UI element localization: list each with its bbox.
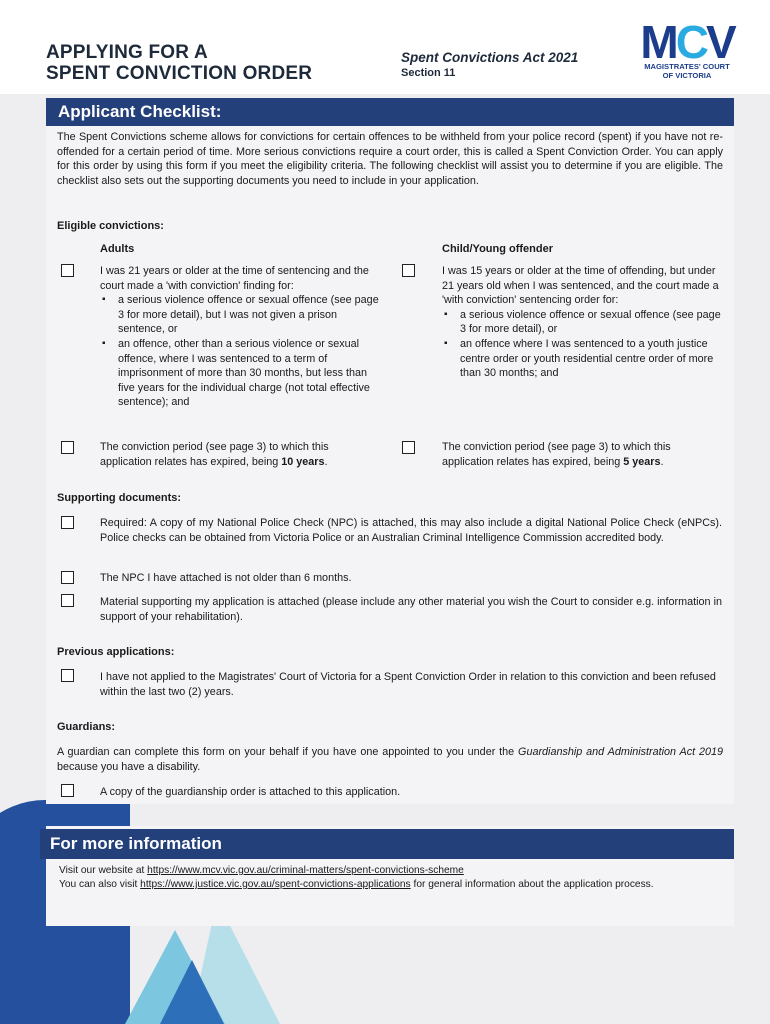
eligible-heading: Eligible convictions: [57, 220, 164, 232]
checklist-intro: The Spent Convictions scheme allows for convictions for certain offences to be withheld from your police record (spent) if you have not re-offended for a certain period of time. More serious convictions require a court order, this is called a Spent Conviction Order. You can apply for this order by using this form if you meet the eligibility criteria. The following checklist will assist you to determine if you are eligible. The checklist also sets out the supporting documents you need to include in your application. [57, 131, 723, 187]
guardians-intro-text: A guardian can complete this form on your behalf if you have one appointed to you under the [57, 746, 519, 758]
more-info-line-1 [59, 864, 719, 878]
more-info-banner [40, 829, 734, 859]
title-line-1: APPLYING FOR A [46, 42, 208, 63]
child-bullet-2: ▪ an offence where I was sentenced to a youth justice centre order or youth residential centre order of more than 30 months; and [442, 337, 724, 381]
child-period-checkbox[interactable] [402, 441, 415, 454]
adult-eligibility-text [100, 264, 382, 410]
previous-heading: Previous applications: [57, 646, 175, 658]
justice-suffix: for general information about the application process. [410, 879, 654, 890]
child-eligibility-text [442, 264, 724, 381]
npc-attached-checkbox[interactable] [61, 516, 74, 529]
child-period-end: . [660, 455, 664, 468]
npc-age-text: The NPC I have attached is not older than 6 months. [100, 572, 352, 584]
adult-period-label: The conviction period (see page 3) to which this application relates has expired, being [100, 441, 329, 468]
adult-period-text [100, 440, 382, 469]
supporting-material-checkbox[interactable] [61, 594, 74, 607]
child-bullet-1: ▪ a serious violence offence or sexual offence (see page 3 for more detail), or [442, 308, 724, 337]
mcv-logo-mark [632, 18, 742, 64]
guardians-intro-end: because you have a disability. [57, 760, 201, 773]
adults-heading: Adults [100, 243, 135, 255]
previous-application-checkbox[interactable] [61, 669, 74, 682]
svg-text:MCV: MCV [640, 18, 734, 64]
guardianship-order-checkbox[interactable] [61, 784, 74, 797]
more-info-heading: For more information [50, 834, 222, 853]
checklist-banner [46, 98, 734, 126]
adult-period-end: . [324, 455, 328, 468]
justice-prefix: You can also visit [59, 879, 141, 890]
mcv-website-link[interactable]: https://www.mcv.vic.gov.au/criminal-matters/spent-convictions-scheme [147, 865, 464, 876]
logo-subtitle-1: MAGISTRATES' COURT [644, 62, 730, 71]
act-title: Spent Convictions Act 2021 [401, 50, 579, 65]
child-period-label: The conviction period (see page 3) to which this application relates has expired, being [442, 441, 671, 468]
child-period-text [442, 440, 724, 469]
adult-bullet-1: ▪ a serious violence offence or sexual offence (see page 3 for more detail), but I was not given a prison sentence, or [100, 293, 382, 337]
mcv-logo [632, 18, 742, 82]
guardians-heading: Guardians: [57, 721, 116, 733]
adult-eligibility-intro: I was 21 years or older at the time of sentencing and the court made a 'with conviction' finding for: [100, 265, 369, 292]
child-eligibility-intro: I was 15 years or older at the time of offending, but under 21 years old when I was sentenced, and the court made a 'with conviction' sentencing order for: [442, 265, 719, 307]
child-eligibility-checkbox[interactable] [402, 264, 415, 277]
justice-website-link[interactable]: https://www.justice.vic.gov.au/spent-convictions-applications [140, 879, 411, 890]
npc-attached-text: Required: A copy of my National Police Check (NPC) is attached, this may also include a digital National Police Check (eNPCs). Police checks can be obtained from Victoria Police or an Australian Criminal Intelligence Commission accredited body. [100, 517, 722, 544]
title-line-2: SPENT CONVICTION ORDER [46, 63, 313, 84]
document-title [46, 42, 312, 84]
adult-period-years: 10 years [281, 455, 325, 468]
supporting-material-text: Material supporting my application is attached (please include any other material you wish the Court to consider e.g. information in support of your rehabilitation). [100, 596, 722, 623]
guardianship-order-text: A copy of the guardianship order is attached to this application. [100, 786, 401, 798]
adult-period-checkbox[interactable] [61, 441, 74, 454]
guardians-intro [57, 745, 723, 774]
child-heading: Child/Young offender [442, 243, 554, 255]
more-info-line-2 [59, 878, 719, 892]
guardianship-act-name: Guardianship and Administration Act 2019 [518, 746, 723, 758]
act-section: Section 11 [401, 67, 456, 79]
previous-application-text: I have not applied to the Magistrates' Court of Victoria for a Spent Conviction Order in relation to this conviction and been refused within the last two (2) years. [100, 671, 716, 698]
adult-bullet-2: ▪ an offence, other than a serious violence or sexual offence, where I was sentenced to a term of imprisonment of more than 30 months, but less than five years for the individual charge (not total effective sentence); and [100, 337, 382, 410]
website-prefix: Visit our website at [59, 865, 148, 876]
decorative-triangle-navy [160, 960, 224, 1024]
page-header [0, 0, 770, 94]
npc-age-checkbox[interactable] [61, 571, 74, 584]
child-period-years: 5 years [623, 455, 661, 468]
checklist-heading: Applicant Checklist: [58, 102, 222, 121]
more-info-text [59, 864, 719, 892]
logo-subtitle-2: OF VICTORIA [662, 71, 712, 80]
supporting-heading: Supporting documents: [57, 492, 182, 504]
adult-eligibility-checkbox[interactable] [61, 264, 74, 277]
